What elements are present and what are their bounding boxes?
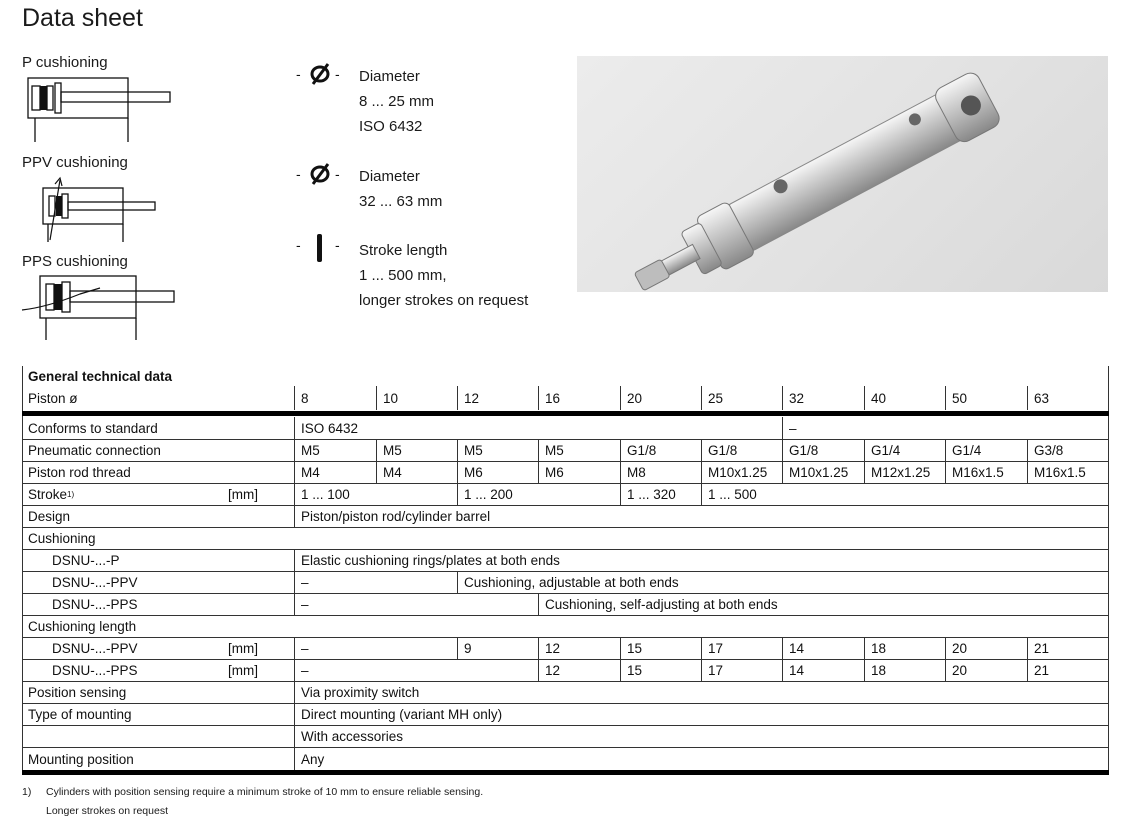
diameter-header: 20 — [620, 386, 701, 410]
table-cell: 18 — [864, 638, 945, 659]
table-cell: 15 — [620, 638, 701, 659]
table-cell: Via proximity switch — [294, 682, 1109, 703]
table-row — [22, 462, 1109, 484]
table-cell: – — [294, 594, 538, 615]
row-label: Cushioning length — [28, 619, 137, 634]
diameter-icon — [296, 62, 346, 88]
table-row — [22, 748, 1109, 770]
table-cell: Cushioning, self-adjusting at both ends — [538, 594, 1109, 615]
row-label: DSNU-...-PPS — [52, 663, 138, 678]
footnote-text: Longer strokes on request — [46, 805, 168, 817]
table-right-border — [1108, 366, 1109, 771]
table-row — [22, 506, 1109, 528]
svg-text:-: - — [335, 166, 340, 182]
diameter-header: 8 — [294, 386, 376, 410]
table-cell: M4 — [376, 462, 457, 483]
table-cell: 12 — [538, 638, 620, 659]
pps-cushioning-symbol — [20, 272, 180, 344]
spec-stroke-length: Stroke length 1 ... 500 mm, longer strokes on request — [359, 242, 529, 309]
diameter-header: 50 — [945, 386, 1027, 410]
table-row — [22, 638, 1109, 660]
table-row — [22, 682, 1109, 704]
piston-label: Piston ø — [28, 390, 78, 406]
bottom-rule — [22, 770, 1109, 775]
svg-text:-: - — [296, 237, 301, 253]
table-cell: 14 — [782, 638, 864, 659]
table-cell: 18 — [864, 660, 945, 681]
table-cell: M12x1.25 — [864, 462, 945, 483]
table-cell: 20 — [945, 638, 1027, 659]
footnote-text: Cylinders with position sensing require a minimum stroke of 10 mm to ensure reliable sensing. — [46, 786, 484, 798]
diameter-header: 40 — [864, 386, 945, 410]
table-cell: M16x1.5 — [945, 462, 1027, 483]
svg-text:-: - — [335, 237, 340, 253]
table-cell: – — [294, 660, 538, 681]
table-section-header — [22, 366, 1109, 386]
table-cell: G1/8 — [701, 440, 782, 461]
table-row — [22, 616, 1109, 638]
row-label: DSNU-...-P — [52, 553, 120, 568]
p-cushioning-symbol — [22, 72, 182, 147]
diameter-header: 16 — [538, 386, 620, 410]
table-cell: M6 — [457, 462, 538, 483]
table-cell: 17 — [701, 660, 782, 681]
row-label: DSNU-...-PPV — [52, 641, 138, 656]
table-row — [22, 528, 1109, 550]
table-cell: G1/8 — [620, 440, 701, 461]
row-label: DSNU-...-PPV — [52, 575, 138, 590]
header-rule — [22, 411, 1109, 416]
table-cell: 1 ... 320 — [620, 484, 701, 505]
row-label: Mounting position — [28, 751, 134, 767]
table-cell: M10x1.25 — [701, 462, 782, 483]
spec-diameter-small: Diameter 8 ... 25 mm ISO 6432 — [359, 68, 435, 135]
table-cell: M16x1.5 — [1027, 462, 1109, 483]
ppv-cushioning-label: PPV cushioning — [22, 154, 128, 171]
table-cell: M5 — [457, 440, 538, 461]
row-label: Type of mounting — [28, 707, 132, 722]
table-cell: G1/4 — [945, 440, 1027, 461]
row-label: Design — [28, 509, 71, 524]
svg-text:-: - — [335, 66, 340, 82]
table-row — [22, 484, 1109, 506]
table-cell: – — [782, 417, 1109, 439]
table-row — [22, 726, 1109, 748]
row-label: Piston rod thread — [28, 465, 131, 480]
svg-text:-: - — [296, 66, 301, 82]
diameter-header: 25 — [701, 386, 782, 410]
row-label: Stroke 1) — [28, 487, 75, 502]
table-cell: 15 — [620, 660, 701, 681]
table-cell: With accessories — [294, 726, 1109, 747]
table-cell: M5 — [294, 440, 376, 461]
table-cell: Any — [294, 748, 1109, 770]
table-cell: 12 — [538, 660, 620, 681]
table-cell: 17 — [701, 638, 782, 659]
table-row — [22, 660, 1109, 682]
row-label: Cushioning — [28, 531, 96, 546]
spec-diameter-large: Diameter 32 ... 63 mm — [359, 168, 443, 210]
diameter-header: 12 — [457, 386, 538, 410]
page-title: Data sheet — [22, 4, 143, 32]
table-cell: G3/8 — [1027, 440, 1109, 461]
table-cell: M10x1.25 — [782, 462, 864, 483]
table-cell: 14 — [782, 660, 864, 681]
unit-label: [mm] — [228, 487, 258, 502]
product-image — [577, 56, 1108, 292]
table-cell: 9 — [457, 638, 538, 659]
table-cell: 20 — [945, 660, 1027, 681]
svg-text:-: - — [296, 166, 301, 182]
table-cell: M5 — [538, 440, 620, 461]
table-cell: – — [294, 572, 457, 593]
diameter-header: 32 — [782, 386, 864, 410]
ppv-cushioning-symbol — [40, 170, 170, 245]
table-cell: M4 — [294, 462, 376, 483]
footnote-marker: 1) — [22, 786, 32, 798]
table-cell: 1 ... 100 — [294, 484, 457, 505]
table-row — [22, 417, 1109, 440]
unit-label: [mm] — [228, 663, 258, 678]
row-label: Conforms to standard — [28, 420, 158, 436]
table-left-border — [22, 366, 23, 771]
table-cell: Cushioning, adjustable at both ends — [457, 572, 1109, 593]
table-cell: 21 — [1027, 660, 1109, 681]
table-row — [22, 594, 1109, 616]
table-cell: Direct mounting (variant MH only) — [294, 704, 1109, 725]
table-cell: – — [294, 638, 457, 659]
table-cell: 1 ... 200 — [457, 484, 620, 505]
table-row — [22, 550, 1109, 572]
table-cell: 1 ... 500 — [701, 484, 1109, 505]
section-title: General technical data — [28, 368, 173, 384]
table-row — [22, 572, 1109, 594]
diameter-icon — [296, 162, 346, 188]
row-label: DSNU-...-PPS — [52, 597, 138, 612]
p-cushioning-label: P cushioning — [22, 54, 108, 71]
table-cell: G1/4 — [864, 440, 945, 461]
row-label: Pneumatic connection — [28, 443, 161, 458]
row-label: Position sensing — [28, 685, 127, 700]
table-row — [22, 440, 1109, 462]
table-cell: Piston/piston rod/cylinder barrel — [294, 506, 1109, 527]
table-cell: M5 — [376, 440, 457, 461]
diameter-header: 63 — [1027, 386, 1109, 410]
table-cell: G1/8 — [782, 440, 864, 461]
table-cell: M6 — [538, 462, 620, 483]
pps-cushioning-label: PPS cushioning — [22, 253, 128, 270]
table-cell: ISO 6432 — [294, 417, 782, 439]
table-row — [22, 704, 1109, 726]
table-header-row — [22, 386, 1109, 410]
table-cell: 21 — [1027, 638, 1109, 659]
cylinder-illustration — [577, 56, 1108, 292]
table-cell: Elastic cushioning rings/plates at both ends — [294, 550, 1109, 571]
unit-label: [mm] — [228, 641, 258, 656]
diameter-header: 10 — [376, 386, 457, 410]
table-cell: M8 — [620, 462, 701, 483]
stroke-length-icon — [296, 232, 346, 266]
